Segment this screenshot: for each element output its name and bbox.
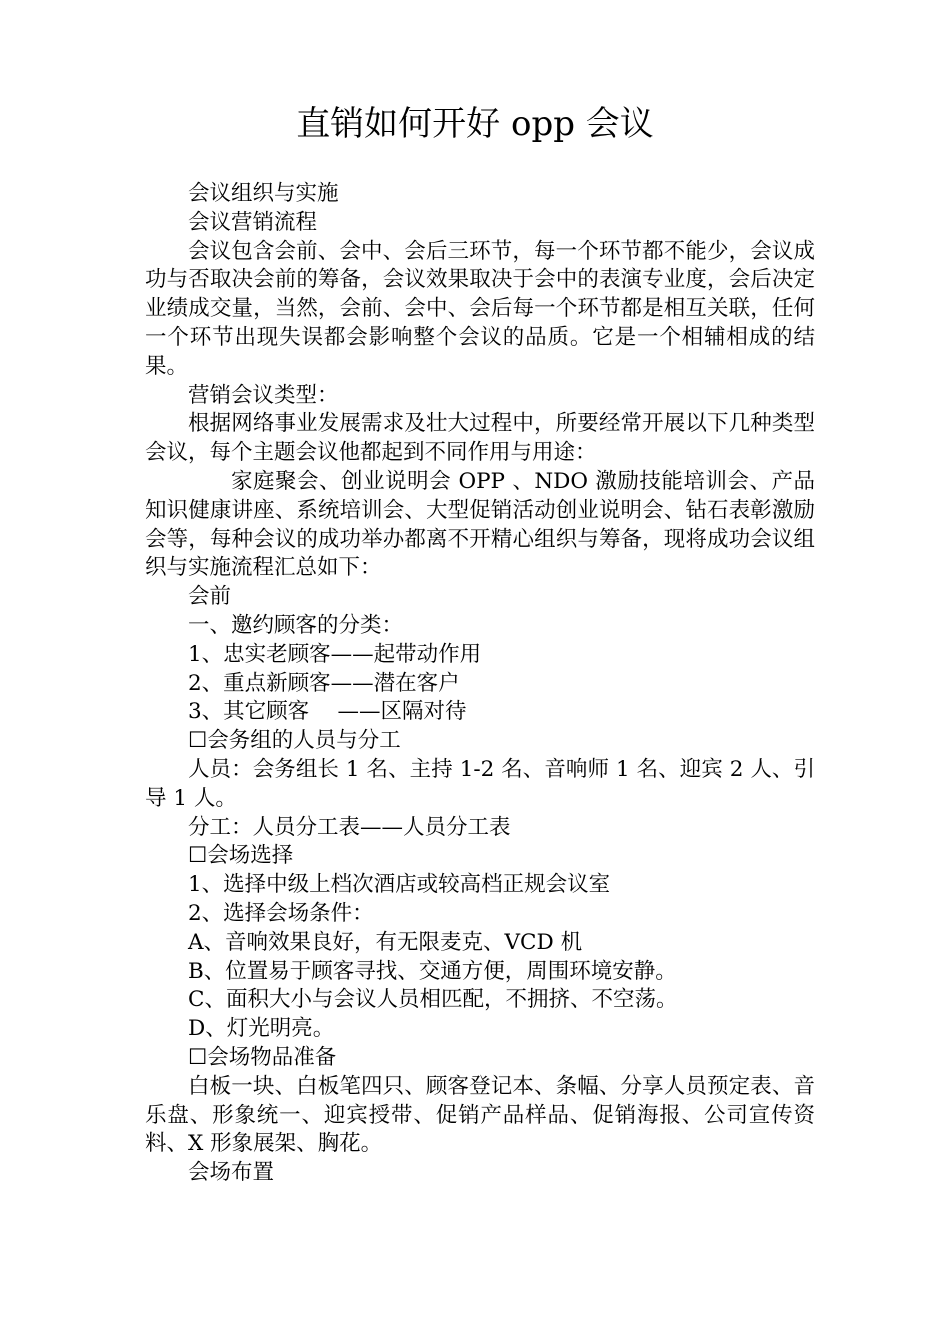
paragraph-loyal-customers: 1、忠实老顾客——起带动作用 — [188, 641, 482, 667]
paragraph-meeting-types-intro: 根据网络事业发展需求及壮大过程中，所要经常开展以下几种类型会议，每个主题会议他都起到不同作用与用途： — [145, 411, 815, 466]
paragraph-key-new-customers: 2、重点新顾客——潜在客户 — [188, 670, 460, 696]
document-body — [145, 180, 815, 1188]
paragraph-venue-heading: ☐会场选择 — [188, 843, 294, 869]
paragraph-meeting-types-list: 家庭聚会、创业说明会 OPP 、NDO 激励技能培训会、产品知识健康讲座、系统培训会、大型促销活动创业说明会、钻石表彰激励会等，每种会议的成功举办都离不开精心组织与筹备，现将成功会议组织与实施流程汇总如下： — [145, 468, 815, 581]
paragraph-condition-lighting: D、灯光明亮。 — [188, 1016, 335, 1042]
paragraph-condition-location: B、位置易于顾客寻找、交通方便，周围环境安静。 — [188, 958, 677, 984]
paragraph-customer-classification: 一、邀约顾客的分类： — [188, 612, 404, 638]
paragraph-venue-layout: 会场布置 — [188, 1160, 275, 1186]
paragraph-meeting-marketing-flow: 会议营销流程 — [188, 209, 318, 235]
paragraph-venue-hotel: 1、选择中级上档次酒店或较高档正规会议室 — [188, 872, 611, 898]
paragraph-meeting-types-heading: 营销会议类型： — [188, 382, 339, 408]
paragraph-staff-members: 人员：会务组长 1 名、主持 1-2 名、音响师 1 名、迎宾 2 人、引导 1 人。 — [145, 756, 815, 811]
document-title: 直销如何开好 opp 会议 — [296, 104, 654, 144]
paragraph-staff-heading: ☐会务组的人员与分工 — [188, 728, 401, 754]
paragraph-other-customers: 3、其它顾客 ——区隔对待 — [188, 699, 467, 725]
paragraph-supplies-list: 白板一块、白板笔四只、顾客登记本、条幅、分享人员预定表、音乐盘、形象统一、迎宾授带、促销产品样品、促销海报、公司宣传资料、X 形象展架、胸花。 — [145, 1073, 815, 1157]
paragraph-condition-sound: A、音响效果良好，有无限麦克、VCD 机 — [188, 929, 583, 955]
paragraph-condition-size: C、面积大小与会议人员相匹配，不拥挤、不空荡。 — [188, 987, 678, 1013]
paragraph-supplies-heading: ☐会场物品准备 — [188, 1044, 337, 1070]
paragraph-before-meeting: 会前 — [188, 584, 232, 610]
paragraph-meeting-organization: 会议组织与实施 — [188, 181, 339, 206]
paragraph-meeting-phases: 会议包含会前、会中、会后三环节，每一个环节都不能少，会议成功与否取决会前的筹备，会议效果取决于会中的表演专业度，会后决定业绩成交量，当然，会前、会中、会后每一个环节都是相互关联，任何一个环节出现失误都会影响整个会议的品质。它是一个相辅相成的结果。 — [145, 238, 815, 379]
paragraph-venue-conditions: 2、选择会场条件： — [188, 900, 374, 926]
paragraph-staff-division: 分工：人员分工表——人员分工表 — [188, 814, 511, 840]
